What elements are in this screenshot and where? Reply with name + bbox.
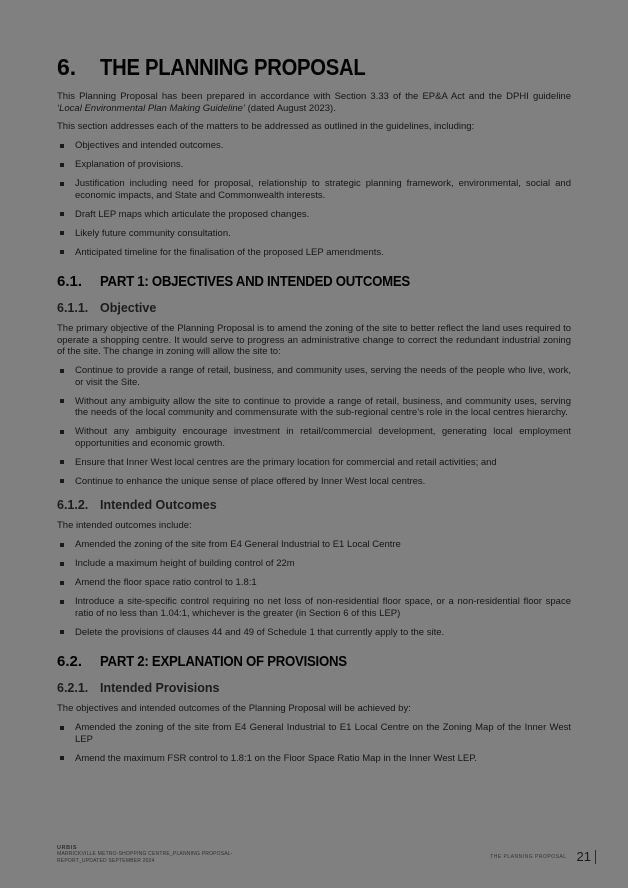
- list-item: [57, 209, 571, 221]
- bullet-square-icon: [60, 562, 64, 566]
- bullet-text: Likely future community consultation.: [75, 227, 231, 239]
- section-heading-6: [57, 55, 571, 80]
- section-number: 6.1.1.: [57, 301, 89, 315]
- bullet-square-icon: [60, 460, 64, 464]
- footer-page-number: 21: [576, 849, 591, 864]
- bullet-text: Amend the floor space ratio control to 1.8:1: [75, 577, 257, 588]
- objective-bullet-list: [57, 365, 571, 487]
- list-item: [57, 365, 571, 388]
- bullet-text: Draft LEP maps which articulate the proposed changes.: [75, 208, 310, 220]
- bullet-square-icon: [60, 430, 64, 434]
- bullet-text: Objectives and intended outcomes.: [75, 140, 224, 151]
- section-number: 6.1.2.: [57, 498, 89, 512]
- bullet-text: Amended the zoning of the site from E4 General Industrial to E1 Local Centre: [75, 539, 401, 550]
- list-item: [57, 627, 571, 639]
- bullet-text: Anticipated timeline for the finalisation of the proposed LEP amendments.: [75, 246, 384, 258]
- section-heading-6-1-2: [57, 498, 571, 513]
- intro-paragraph-2: This section addresses each of the matters to be addressed as outlined in the guidelines, including:: [57, 121, 475, 132]
- bullet-square-icon: [60, 399, 64, 403]
- section-heading-6-1-1: [57, 301, 571, 316]
- bullet-text: Without any ambiguity encourage investment in retail/commercial development, generating local employment opportunities and economic growth.: [75, 426, 571, 449]
- list-item: [57, 396, 571, 419]
- bullet-square-icon: [60, 630, 64, 634]
- intro-bullet-list: [57, 140, 571, 258]
- footer-section-label: THE PLANNING PROPOSAL: [490, 853, 567, 860]
- bullet-square-icon: [60, 250, 64, 254]
- section-title: PART 2: EXPLANATION OF PROVISIONS: [100, 653, 347, 670]
- list-item: [57, 159, 571, 171]
- bullet-text: Introduce a site-specific control requiring no net loss of non-residential floor space, or a non-residential floor space ratio of no less than 1.04:1, whichever is the greater (in Section 6 of this LEP): [75, 596, 571, 619]
- bullet-text: Without any ambiguity allow the site to continue to provide a range of retail, business, and community uses, serving the needs of the local community and commensurate with the sub-regional centre’s role in the local centres hierarchy.: [75, 395, 571, 418]
- list-item: [57, 178, 571, 201]
- section-title: Objective: [100, 301, 157, 315]
- bullet-text: Continue to provide a range of retail, business, and community uses, serving the needs of the people who live, work, or visit the Site.: [75, 365, 571, 388]
- list-item: [57, 140, 571, 152]
- bullet-text: Explanation of provisions.: [75, 159, 184, 170]
- bullet-square-icon: [60, 600, 64, 604]
- guideline-title-italic: ‘Local Environmental Plan Making Guideline’: [57, 102, 245, 114]
- bullet-text: Amended the zoning of the site from E4 General Industrial to E1 Local Centre on the Zoning Map of the Inner West LEP: [75, 722, 571, 745]
- intro-paragraph-1: [57, 91, 571, 114]
- bullet-square-icon: [60, 369, 64, 373]
- list-item: [57, 539, 571, 551]
- list-item: [57, 722, 571, 745]
- bullet-square-icon: [60, 144, 64, 148]
- list-item: [57, 247, 571, 259]
- section-heading-6-2-1: [57, 681, 571, 696]
- bullet-square-icon: [60, 479, 64, 483]
- intro-paragraph-1-post: (dated August 2023).: [245, 102, 336, 114]
- bullet-square-icon: [60, 543, 64, 547]
- outcomes-intro-paragraph: The intended outcomes include:: [57, 520, 192, 531]
- bullet-square-icon: [60, 726, 64, 730]
- intro-paragraph-1-pre: This Planning Proposal has been prepared in accordance with Section 3.33 of the EP&A Act and the DPHI guideline: [57, 91, 571, 102]
- section-title: PART 1: OBJECTIVES AND INTENDED OUTCOMES: [100, 273, 410, 290]
- section-number: 6.2.: [57, 653, 83, 670]
- list-item: [57, 558, 571, 570]
- section-number: 6.: [57, 54, 77, 80]
- footer-doc-ref-line1: MARRICKVILLE METRO-SHOPPING CENTRE_PLANNING PROPOSAL-: [57, 851, 233, 857]
- bullet-square-icon: [60, 163, 64, 167]
- section-number: 6.2.1.: [57, 681, 89, 695]
- footer-brand: URBIS: [57, 844, 78, 851]
- bullet-square-icon: [60, 231, 64, 235]
- bullet-square-icon: [60, 581, 64, 585]
- footer-left: [57, 845, 233, 865]
- list-item: [57, 476, 571, 488]
- bullet-text: Continue to enhance the unique sense of place offered by Inner West local centres.: [75, 475, 426, 487]
- section-title: Intended Outcomes: [100, 498, 217, 512]
- bullet-text: Ensure that Inner West local centres are the primary location for commercial and retail activities; and: [75, 456, 497, 468]
- bullet-square-icon: [60, 212, 64, 216]
- footer-edge-rule: [595, 850, 596, 864]
- bullet-text: Justification including need for proposal, relationship to strategic planning framework, environmental, social and economic impacts, and State and Commonwealth interests.: [75, 178, 571, 201]
- section-title: Intended Provisions: [100, 681, 220, 695]
- footer-doc-ref-line2: REPORT_UPDATED SEPTEMBER 2024: [57, 857, 155, 864]
- footer-right: [490, 849, 596, 864]
- bullet-square-icon: [60, 182, 64, 186]
- outcomes-bullet-list: [57, 539, 571, 638]
- bullet-square-icon: [60, 756, 64, 760]
- list-item: [57, 457, 571, 469]
- section-title: THE PLANNING PROPOSAL: [100, 54, 366, 80]
- list-item: [57, 228, 571, 240]
- list-item: [57, 596, 571, 619]
- bullet-text: Delete the provisions of clauses 44 and 49 of Schedule 1 that currently apply to the site.: [75, 626, 445, 638]
- bullet-text: Include a maximum height of building control of 22m: [75, 558, 295, 569]
- list-item: [57, 426, 571, 449]
- objective-paragraph: The primary objective of the Planning Proposal is to amend the zoning of the site to better reflect the land uses required to operate a shopping centre. It would serve to progress an administrative change to correct the redundant industrial zoning of the site. The change in zoning will allow the site to:: [57, 323, 571, 357]
- list-item: [57, 577, 571, 589]
- section-heading-6-1: [57, 273, 571, 290]
- bullet-text: Amend the maximum FSR control to 1.8:1 on the Floor Space Ratio Map in the Inner West LEP.: [75, 752, 478, 764]
- provisions-intro-paragraph: The objectives and intended outcomes of the Planning Proposal will be achieved by:: [57, 703, 411, 714]
- section-number: 6.1.: [57, 273, 83, 290]
- provisions-bullet-list: [57, 722, 571, 764]
- section-heading-6-2: [57, 653, 571, 670]
- list-item: [57, 753, 571, 765]
